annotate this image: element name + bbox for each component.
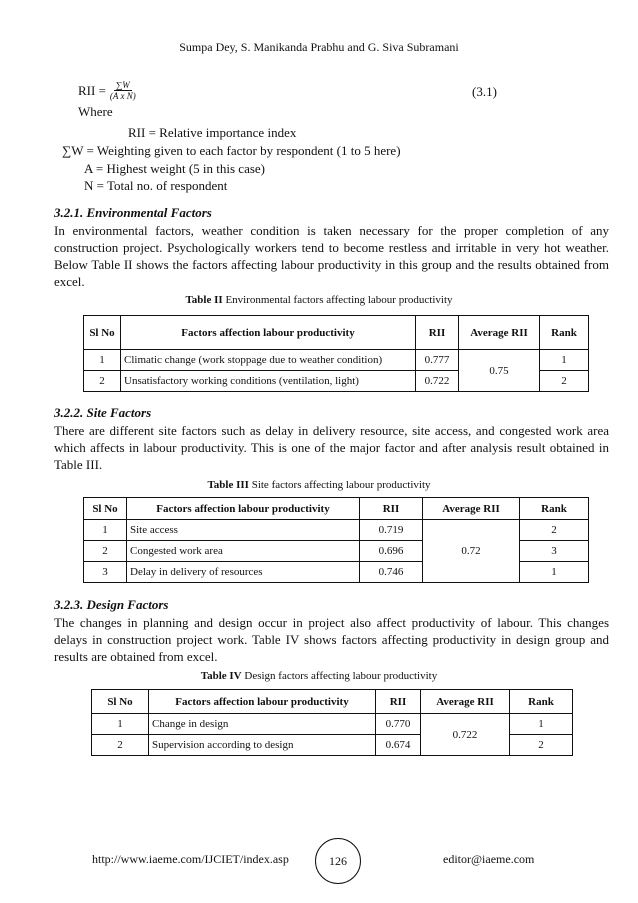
table3-cell-rii: 0.746 xyxy=(360,562,423,583)
equation-fraction xyxy=(110,80,136,101)
table-row xyxy=(84,520,589,541)
table3-header-average: Average RII xyxy=(423,498,520,520)
table2-cell-rii: 0.777 xyxy=(416,350,459,371)
table2-cell-rii: 0.722 xyxy=(416,371,459,392)
table3-cell-factor: Delay in delivery of resources xyxy=(127,562,360,583)
section-heading-design: 3.2.3. Design Factors xyxy=(54,597,169,612)
table4-header-rank: Rank xyxy=(510,690,573,714)
table4-caption-label: Table IV xyxy=(200,670,242,682)
table2-header-factor: Factors affection labour productivity xyxy=(121,316,416,350)
section-text-environmental: In environmental factors, weather condition is taken necessary for the proper completion of any construction project. Psychologically workers tend to become restless and irritable in very hot weather. Below Table II shows the factors affecting labour productivity in this group and the results obtained from excel. xyxy=(54,223,609,289)
page-number: 126 xyxy=(315,838,361,884)
where-label: Where xyxy=(78,104,113,119)
table4-cell-factor: Supervision according to design xyxy=(149,735,376,756)
table-row xyxy=(84,350,589,371)
table3-header-rii: RII xyxy=(360,498,423,520)
table3-cell-rank: 1 xyxy=(520,562,589,583)
table3-cell-sl: 3 xyxy=(84,562,127,583)
section-text-design: The changes in planning and design occur in project also affect productivity of labour. This changes delays in construction project work. Table IV shows factors affecting productivity in design group and results are obtained from excel. xyxy=(54,615,609,664)
table4-cell-rii: 0.770 xyxy=(376,714,421,735)
table3-cell-factor: Site access xyxy=(127,520,360,541)
definition-n: N = Total no. of respondent xyxy=(84,178,228,193)
section-heading-environmental: 3.2.1. Environmental Factors xyxy=(54,205,212,220)
table2-header-rank: Rank xyxy=(540,316,589,350)
table2-caption-text: Environmental factors affecting labour productivity xyxy=(222,294,453,306)
table3-cell-rank: 2 xyxy=(520,520,589,541)
table2-header-average: Average RII xyxy=(459,316,540,350)
definition-w: ∑W = Weighting given to each factor by respondent (1 to 5 here) xyxy=(62,143,401,158)
table3-cell-sl: 1 xyxy=(84,520,127,541)
table3-caption xyxy=(0,479,638,491)
table4-cell-rank: 2 xyxy=(510,735,573,756)
table3-header-sl: Sl No xyxy=(84,498,127,520)
table3-header-factor: Factors affection labour productivity xyxy=(127,498,360,520)
table4-cell-rank: 1 xyxy=(510,714,573,735)
footer-url[interactable]: http://www.iaeme.com/IJCIET/index.asp xyxy=(92,852,289,866)
equation-number: (3.1) xyxy=(472,84,497,99)
table4-header-sl: Sl No xyxy=(92,690,149,714)
section-heading-site: 3.2.2. Site Factors xyxy=(54,405,152,420)
footer-email[interactable]: editor@iaeme.com xyxy=(443,852,535,866)
equation-denominator: (A x N) xyxy=(109,91,136,101)
table2-cell-factor: Unsatisfactory working conditions (ventilation, light) xyxy=(121,371,416,392)
table3-caption-text: Site factors affecting labour productivity xyxy=(248,479,431,491)
table4-caption xyxy=(0,670,638,682)
table4-cell-rii: 0.674 xyxy=(376,735,421,756)
table4-header-factor: Factors affection labour productivity xyxy=(149,690,376,714)
equation-numerator: ∑W xyxy=(115,80,130,90)
table3-caption-label: Table III xyxy=(207,479,249,491)
table2-header-sl: Sl No xyxy=(84,316,121,350)
table2 xyxy=(83,315,589,392)
table3-header-rank: Rank xyxy=(520,498,589,520)
definition-a: A = Highest weight (5 in this case) xyxy=(84,161,265,176)
table2-header-rii: RII xyxy=(416,316,459,350)
table3 xyxy=(83,497,589,583)
table4 xyxy=(91,689,573,756)
table3-cell-rank: 3 xyxy=(520,541,589,562)
table4-cell-average: 0.722 xyxy=(421,714,510,756)
table-row xyxy=(92,714,573,735)
table4-cell-factor: Change in design xyxy=(149,714,376,735)
table4-caption-text: Design factors affecting labour productivity xyxy=(241,670,438,682)
table3-cell-rii: 0.719 xyxy=(360,520,423,541)
table3-cell-factor: Congested work area xyxy=(127,541,360,562)
equation xyxy=(78,80,136,101)
table4-cell-sl: 2 xyxy=(92,735,149,756)
table3-cell-rii: 0.696 xyxy=(360,541,423,562)
equation-lhs: RII = xyxy=(78,82,106,98)
table4-header-rii: RII xyxy=(376,690,421,714)
table2-caption-label: Table II xyxy=(185,294,223,306)
table2-cell-sl: 2 xyxy=(84,371,121,392)
table3-cell-average: 0.72 xyxy=(423,520,520,583)
table2-cell-rank: 2 xyxy=(540,371,589,392)
table2-cell-sl: 1 xyxy=(84,350,121,371)
definition-rii: RII = Relative importance index xyxy=(128,125,297,140)
section-text-site: There are different site factors such as delay in delivery resource, site access, and congested work area which affects in labour productivity. This is one of the major factor and after analysis result obtained in Table III. xyxy=(54,423,609,472)
running-header: Sumpa Dey, S. Manikanda Prabhu and G. Siva Subramani xyxy=(179,40,459,54)
table2-cell-average: 0.75 xyxy=(459,350,540,392)
table4-cell-sl: 1 xyxy=(92,714,149,735)
table2-cell-factor: Climatic change (work stoppage due to weather condition) xyxy=(121,350,416,371)
table2-caption xyxy=(0,294,638,306)
table2-cell-rank: 1 xyxy=(540,350,589,371)
table3-cell-sl: 2 xyxy=(84,541,127,562)
table4-header-average: Average RII xyxy=(421,690,510,714)
